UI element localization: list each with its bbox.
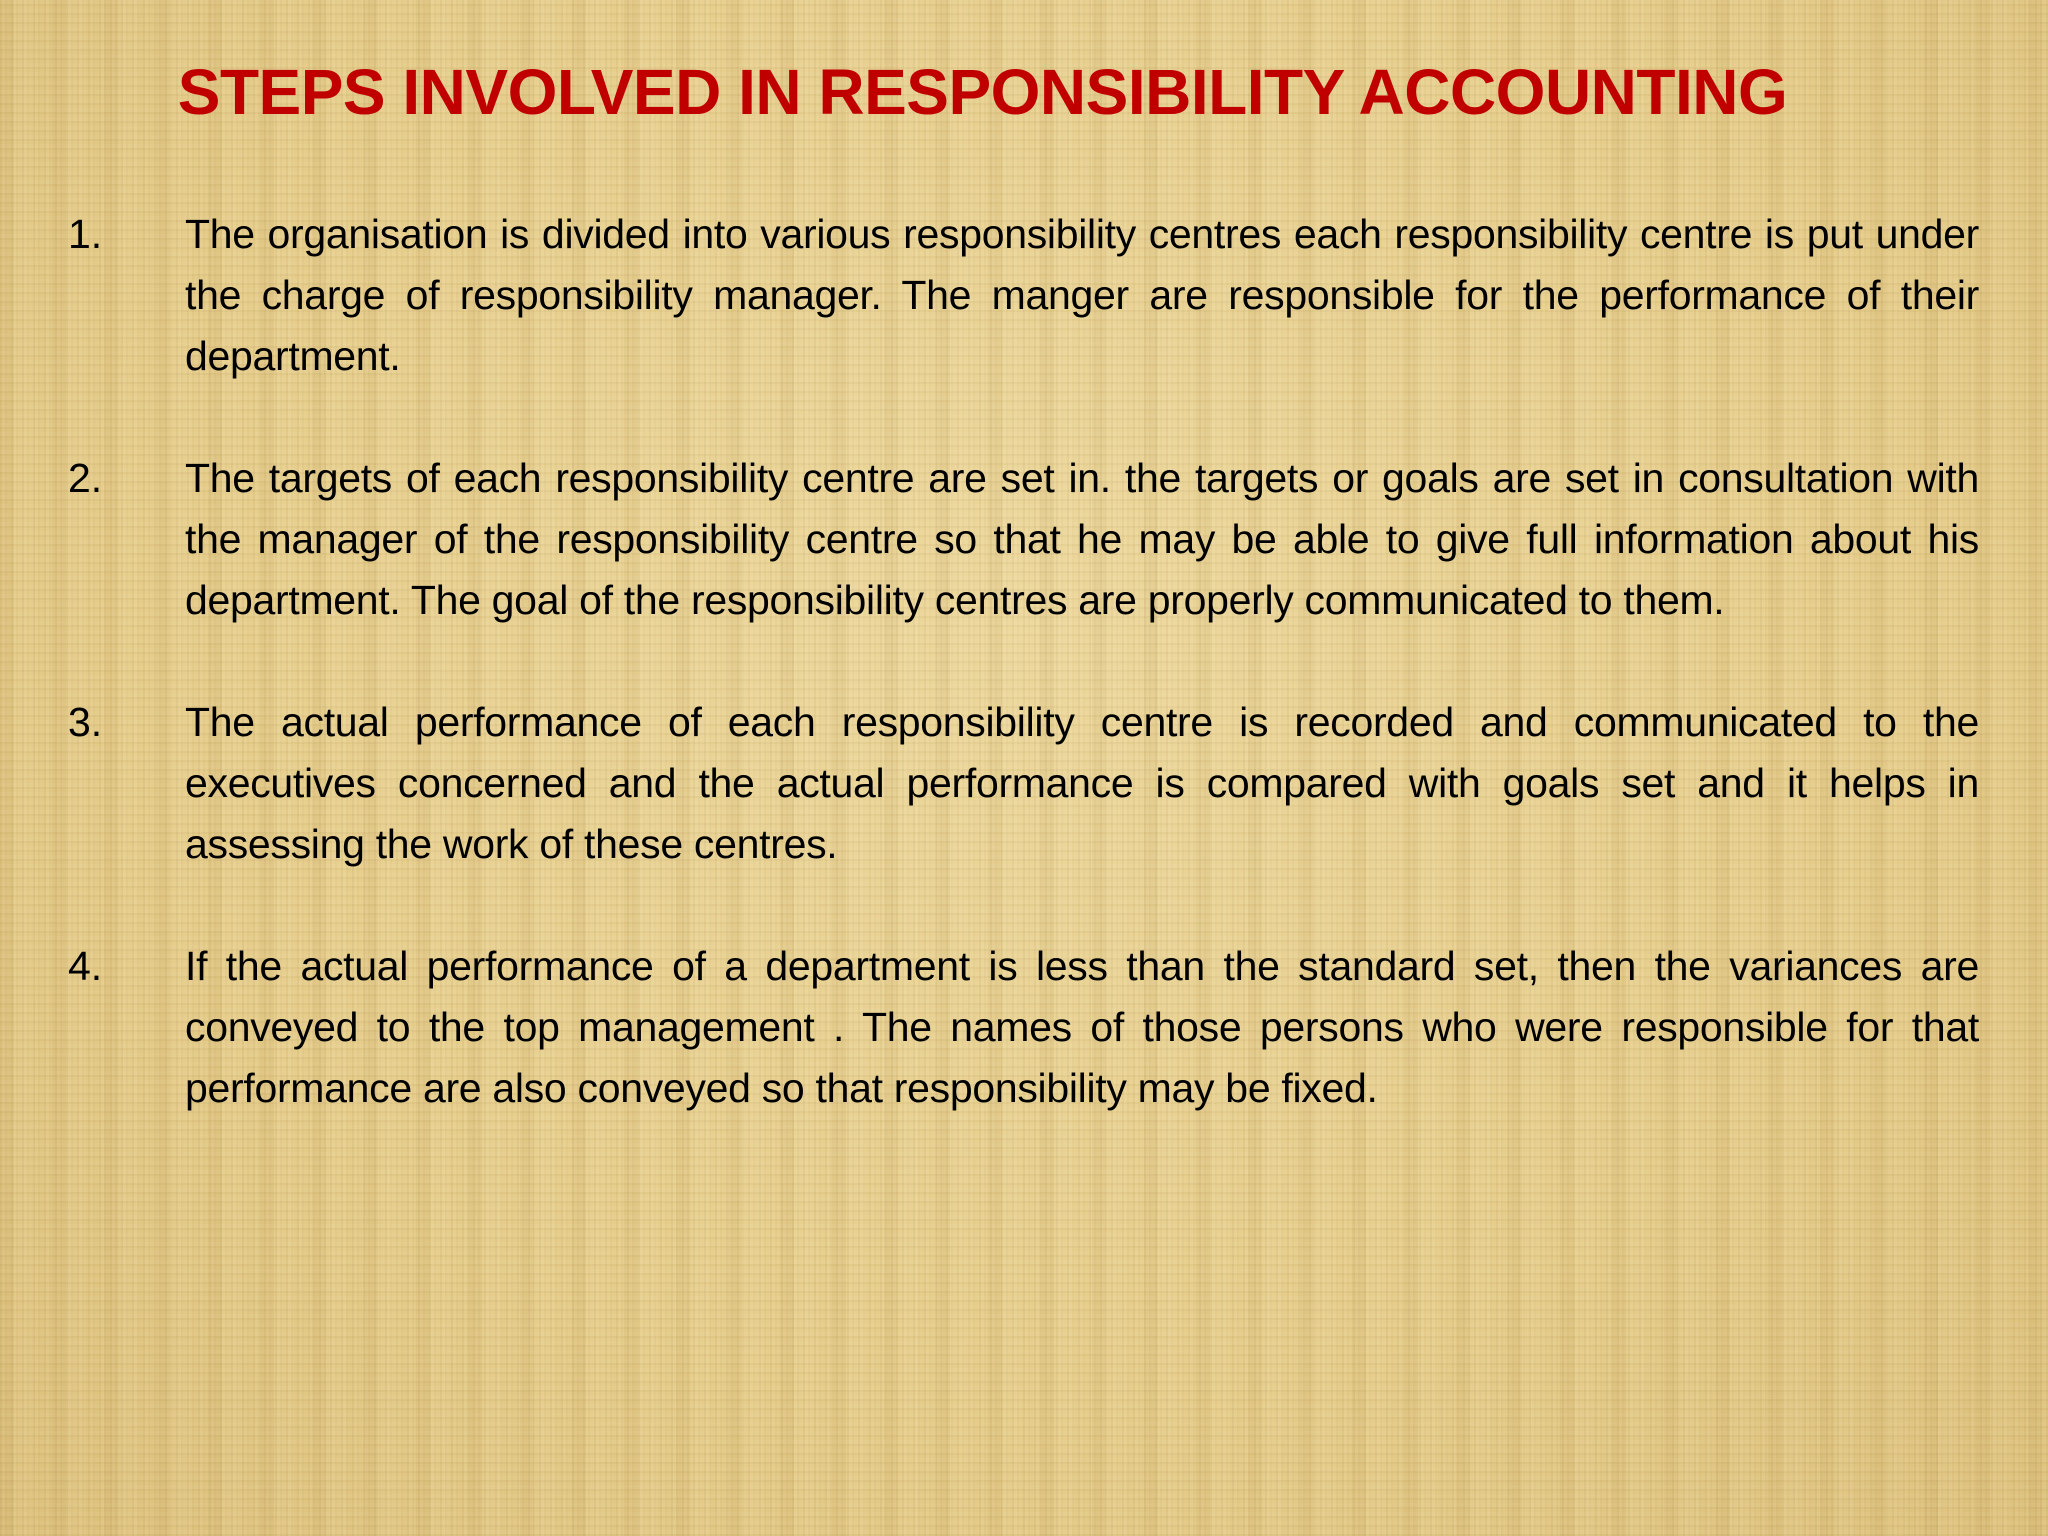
step-text: If the actual performance of a department is less than the standard set, then the variances are conveyed to the top management . The names of those persons who were responsible for that performance are also conveyed so that responsibility may be fixed. [185, 943, 1979, 1111]
step-number: 2. [68, 455, 103, 501]
step-item [0, 692, 2048, 875]
step-item [0, 936, 2048, 1119]
step-item [0, 448, 2048, 631]
step-number: 1. [68, 211, 103, 257]
step-item [0, 204, 2048, 387]
step-text: The organisation is divided into various responsibility centres each responsibility centre is put under the charge of responsibility manager. The manger are responsible for the performance of their department. [185, 211, 1979, 379]
steps-list [0, 204, 2048, 1180]
step-text: The targets of each responsibility centre are set in. the targets or goals are set in consultation with the manager of the responsibility centre so that he may be able to give full information about his department. The goal of the responsibility centres are properly communicated to them. [185, 455, 1979, 623]
step-number: 4. [68, 943, 103, 989]
step-text: The actual performance of each responsibility centre is recorded and communicated to the executives concerned and the actual performance is compared with goals set and it helps in assessing the work of these centres. [185, 699, 1979, 867]
step-number: 3. [68, 699, 103, 745]
slide-title: STEPS INVOLVED IN RESPONSIBILITY ACCOUNTING [177, 56, 1788, 128]
